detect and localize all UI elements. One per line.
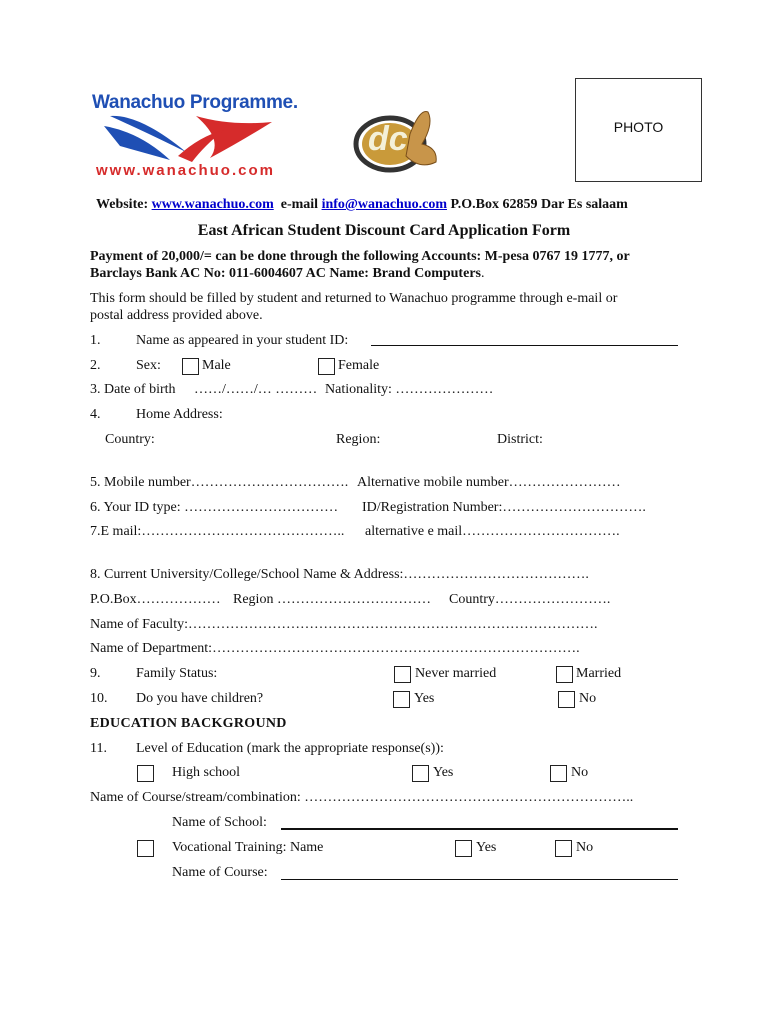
website-label: Website: [96,197,149,212]
school-country-field[interactable]: Country……………………. [449,592,611,607]
course-stream-field[interactable]: Name of Course/stream/combination: …………………………………………………………….. [90,790,634,805]
q4-number: 4. [90,407,101,422]
q4-label: Home Address: [136,407,223,422]
faculty-field[interactable]: Name of Faculty:……………………………………………………………………………. [90,617,598,632]
high-school-yes-label: Yes [433,765,454,780]
high-school-checkbox[interactable] [137,765,154,782]
photo-label: PHOTO [613,119,664,135]
never-married-label: Never married [415,666,497,681]
q2-label: Sex: [136,358,161,373]
wanachuo-logo-title: Wanachuo Programme. [92,92,298,113]
q1-name-line[interactable] [371,345,678,346]
dc-logo-text: dc [368,120,408,158]
payment-line-2-period: . [480,266,485,281]
school-name-line[interactable] [281,828,678,830]
children-no-label: No [579,691,597,706]
q11-label: Level of Education (mark the appropriate response(s)): [136,741,444,756]
never-married-checkbox[interactable] [394,666,411,683]
alt-email-field[interactable]: alternative e mail……………………………. [365,524,620,539]
high-school-no-checkbox[interactable] [550,765,567,782]
registration-number-field[interactable]: ID/Registration Number:…………………………. [362,500,646,515]
email-link[interactable]: info@wanachuo.com [321,197,447,212]
q10-number: 10. [90,691,108,706]
id-type-field[interactable]: 6. Your ID type: …………………………… [90,500,339,515]
q9-number: 9. [90,666,101,681]
male-checkbox[interactable] [182,358,199,375]
children-no-checkbox[interactable] [558,691,575,708]
school-region-field[interactable]: Region …………………………… [233,592,431,607]
course-name-label: Name of Course: [172,865,268,880]
vocational-label: Vocational Training: Name [172,840,324,855]
vocational-no-label: No [576,840,594,855]
university-field[interactable]: 8. Current University/College/School Name & Address:…………………………………. [90,567,589,582]
email-label: e-mail [280,197,319,212]
contact-line [96,197,628,213]
high-school-yes-checkbox[interactable] [412,765,429,782]
vocational-yes-label: Yes [476,840,497,855]
q2-number: 2. [90,358,101,373]
education-heading: EDUCATION BACKGROUND [90,716,287,731]
wanachuo-logo-graphic [100,112,280,164]
school-name-label: Name of School: [172,815,267,830]
high-school-label: High school [172,765,241,780]
children-yes-label: Yes [414,691,435,706]
alt-mobile-field[interactable]: Alternative mobile number…………………… [357,475,621,490]
q1-number: 1. [90,333,101,348]
female-checkbox[interactable] [318,358,335,375]
female-label: Female [338,358,380,373]
country-field[interactable]: Country: [105,432,155,447]
male-label: Male [202,358,231,373]
high-school-no-label: No [571,765,589,780]
district-field[interactable]: District: [497,432,543,447]
vocational-checkbox[interactable] [137,840,154,857]
region-field[interactable]: Region: [336,432,381,447]
intro-line-1: This form should be filled by student and returned to Wanachuo programme through e-mail or [90,291,618,306]
pobox-text: P.O.Box 62859 Dar Es salaam [450,197,628,212]
children-yes-checkbox[interactable] [393,691,410,708]
payment-line-2-text: Barclays Bank AC No: 011-6004607 AC Name: Brand Computers [90,266,481,281]
payment-line-1: Payment of 20,000/= can be done through the following Accounts: M-pesa 0767 19 1777, or [90,249,630,264]
form-title: East African Student Discount Card Application Form [197,222,571,239]
school-pobox-field[interactable]: P.O.Box……………… [90,592,221,607]
email-field[interactable]: 7.E mail:…………………………………….. [90,524,345,539]
department-field[interactable]: Name of Department:……………………………………………………………………. [90,641,580,656]
payment-line-2 [90,266,484,282]
nationality-field[interactable]: Nationality: ………………… [325,382,494,397]
wanachuo-logo-url: www.wanachuo.com [96,162,275,179]
vocational-no-checkbox[interactable] [555,840,572,857]
mobile-number-field[interactable]: 5. Mobile number……………………………. [90,475,349,490]
q1-label: Name as appeared in your student ID: [136,333,349,348]
vocational-yes-checkbox[interactable] [455,840,472,857]
q11-number: 11. [90,741,107,756]
q9-label: Family Status: [136,666,218,681]
dob-field[interactable]: ……/……/… ……… [194,382,318,397]
course-name-line[interactable] [281,879,678,880]
married-checkbox[interactable] [556,666,573,683]
q10-label: Do you have children? [136,691,264,706]
married-label: Married [576,666,622,681]
q3-label: 3. Date of birth [90,382,176,397]
website-link[interactable]: www.wanachuo.com [151,197,274,212]
intro-line-2: postal address provided above. [90,308,263,323]
